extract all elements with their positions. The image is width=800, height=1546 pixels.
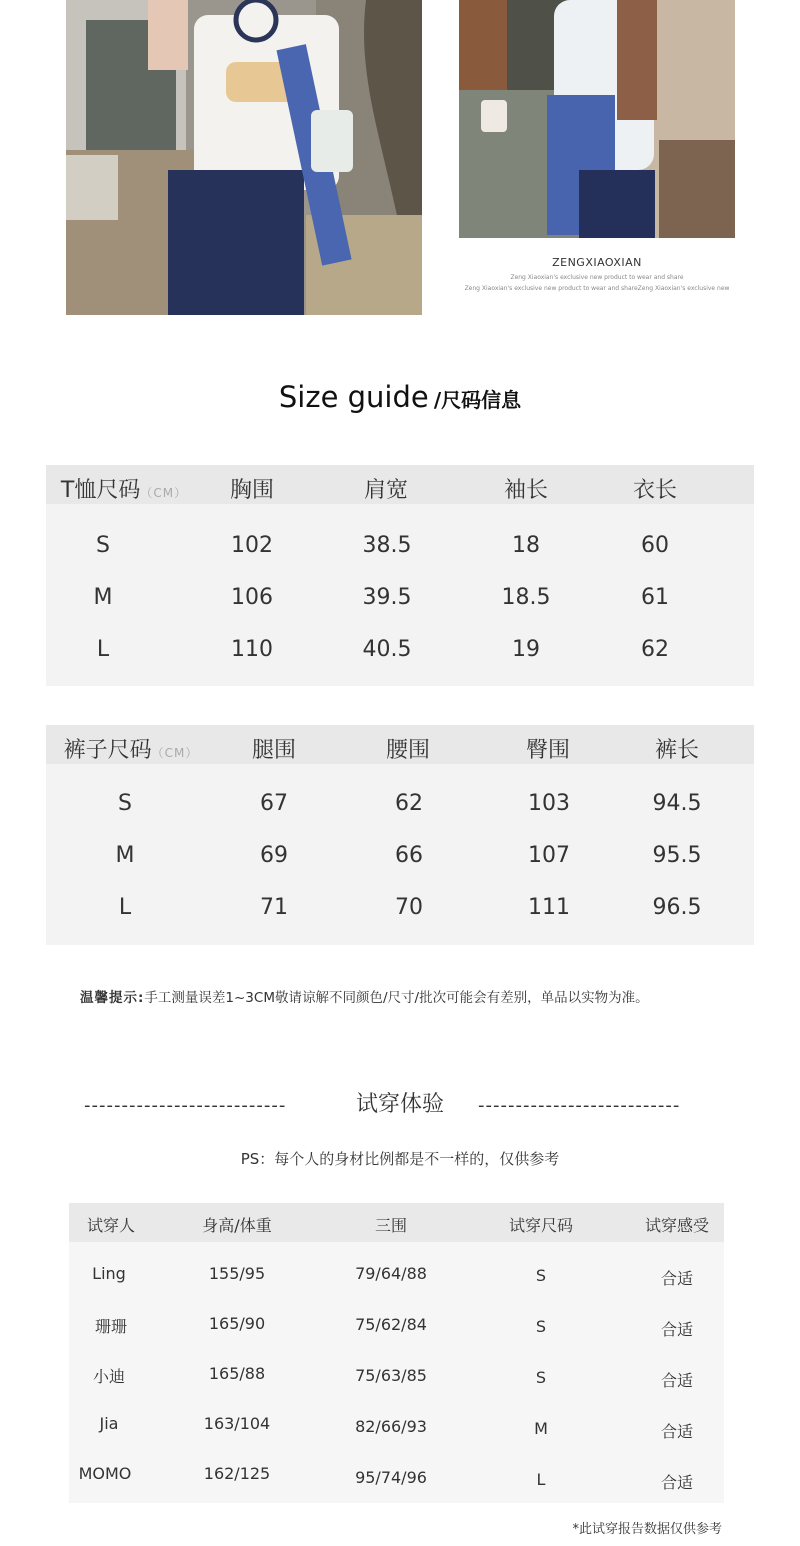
shirt-size-table	[46, 465, 754, 686]
table-cell: 合适	[660, 1473, 694, 1492]
table-cell: S	[535, 1317, 547, 1336]
shirt-size-label: T恤尺码	[60, 478, 141, 503]
column-header: 肩宽	[363, 478, 409, 503]
dash-divider-right: ---------------------------	[478, 1095, 681, 1116]
product-photo-left	[66, 0, 422, 315]
column-header: 三围	[374, 1216, 408, 1235]
table-cell: Ling	[92, 1264, 126, 1283]
table-cell: 165/90	[208, 1314, 266, 1333]
table-cell: 75/62/84	[355, 1315, 427, 1334]
table-cell: 19	[512, 637, 540, 662]
size-guide-title-cn: /尺码信息	[433, 388, 522, 412]
column-header: 衣长	[632, 478, 678, 503]
table-cell: 18	[512, 533, 540, 558]
table-cell: 18.5	[501, 585, 551, 610]
table-cell: 小迪	[92, 1367, 126, 1386]
column-header: 试穿人	[86, 1216, 136, 1235]
table-cell: 106	[231, 585, 273, 610]
pants-size-label: 裤子尺码	[63, 738, 152, 763]
table-cell: L	[536, 1470, 546, 1489]
table-cell: 合适	[660, 1320, 694, 1339]
shirt-size-label-cell	[61, 473, 187, 504]
table-cell: 62	[641, 637, 669, 662]
table-cell: 103	[528, 791, 570, 816]
brand-tagline-repeat: Zeng Xiaoxian's exclusive new product to wear and shareZeng Xiaoxian's exclusive new	[464, 285, 730, 292]
size-cell: S	[118, 791, 132, 816]
pants-size-label-cell	[64, 733, 199, 764]
column-header: 臀围	[525, 738, 571, 763]
table-cell: 38.5	[362, 533, 412, 558]
table-cell: 39.5	[362, 585, 412, 610]
table-cell: 69	[260, 843, 288, 868]
size-cell: L	[96, 637, 110, 662]
product-photo-right	[459, 0, 735, 238]
table-cell: 107	[528, 843, 570, 868]
table-cell: 61	[641, 585, 669, 610]
dash-divider-left: ---------------------------	[84, 1095, 287, 1116]
table-cell: 82/66/93	[355, 1417, 427, 1436]
size-cell: S	[96, 533, 110, 558]
size-cell: M	[93, 585, 113, 610]
table-cell: 合适	[660, 1422, 694, 1441]
column-header: 裤长	[654, 738, 700, 763]
table-cell: 111	[528, 895, 570, 920]
tip-label: 温馨提示:	[80, 990, 145, 1006]
tip-text: 手工测量误差1~3CM敬请谅解不同颜色/尺寸/批次可能会有差别，单品以实物为准。	[144, 990, 649, 1006]
table-cell: 163/104	[203, 1414, 271, 1433]
size-cell: L	[118, 895, 132, 920]
table-cell: 67	[260, 791, 288, 816]
trial-disclaimer: *此试穿报告数据仅供参考	[572, 1522, 722, 1537]
table-cell: 40.5	[362, 637, 412, 662]
table-cell: 95.5	[652, 843, 702, 868]
table-cell: 94.5	[652, 791, 702, 816]
column-header: 身高/体重	[202, 1216, 272, 1235]
table-cell: 110	[231, 637, 273, 662]
table-cell: 95/74/96	[355, 1468, 427, 1487]
table-cell: 合适	[660, 1269, 694, 1288]
table-cell: 79/64/88	[355, 1264, 427, 1283]
column-header: 胸围	[229, 478, 275, 503]
size-cell: M	[115, 843, 135, 868]
column-header: 袖长	[503, 478, 549, 503]
unit-label: （CM）	[151, 746, 199, 760]
trial-title: 试穿体验	[355, 1092, 445, 1117]
measurement-tip	[80, 986, 649, 1006]
table-cell: 71	[260, 895, 288, 920]
unit-label: （CM）	[140, 486, 188, 500]
trial-table	[69, 1203, 724, 1503]
column-header: 试穿感受	[644, 1216, 710, 1235]
table-cell: 珊珊	[94, 1317, 128, 1336]
size-guide-title-en: Size guide	[278, 380, 429, 414]
table-cell: 165/88	[208, 1364, 266, 1383]
table-cell: 70	[395, 895, 423, 920]
size-guide-heading	[0, 380, 800, 414]
table-cell: Jia	[99, 1414, 119, 1433]
table-cell: 62	[395, 791, 423, 816]
table-cell: S	[535, 1368, 547, 1387]
trial-ps-note: PS：每个人的身材比例都是不一样的，仅供参考	[240, 1150, 560, 1168]
table-cell: 合适	[660, 1371, 694, 1390]
brand-name: ZENGXIAOXIAN	[552, 256, 642, 269]
table-cell: 102	[231, 533, 273, 558]
pants-size-table	[46, 725, 754, 945]
table-cell: S	[535, 1266, 547, 1285]
table-cell: MOMO	[78, 1464, 132, 1483]
brand-tagline: Zeng Xiaoxian's exclusive new product to wear and share	[510, 274, 684, 281]
trial-section-heading	[0, 1087, 800, 1119]
table-cell: 162/125	[203, 1464, 271, 1483]
column-header: 试穿尺码	[508, 1216, 574, 1235]
table-cell: 96.5	[652, 895, 702, 920]
table-cell: 66	[395, 843, 423, 868]
column-header: 腰围	[385, 738, 431, 763]
column-header: 腿围	[251, 738, 297, 763]
table-cell: 60	[641, 533, 669, 558]
table-cell: 75/63/85	[355, 1366, 427, 1385]
table-cell: 155/95	[208, 1264, 266, 1283]
table-cell: M	[534, 1419, 548, 1438]
